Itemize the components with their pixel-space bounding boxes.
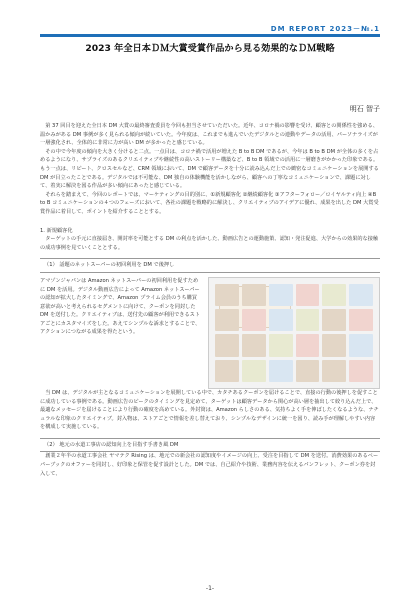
- document-title: 2023 年全日本ＤＭ大賞受賞作品から見る効果的なＤＭ戦略: [85, 43, 335, 54]
- intro-paragraph-2: その中で今年度の傾向を大きく分けると二点。一点目は、コロナ禍で活用が増えた B to B DM であるが、今年は B to B DM が全体の多くを占めるようになり、サプライズのあるクリエイティブや継続性の高いストーリー構築など、B to B 領域での活用に一層磨きがかかった印象である。もう一点は、リピート、クロスセルなど、CRM 領域において、DM で顧客データを十分に読み込んだ上での緻密なコミュニケーションを展開する DM が目立ったことである。デジタルでは不可能な、DM 独自の体験機能を活かしながら、顧客への丁寧なコミュニケーションで、課題に対して、着実に解決を図る作品が多い傾向にあったと感じている。: [40, 148, 379, 190]
- figure-cell: [269, 309, 293, 331]
- figure-cell: [349, 309, 373, 331]
- figure-cell: [296, 360, 320, 382]
- case-1-row: [40, 277, 380, 389]
- intro-paragraph-3: それらを踏まえて、今回のレポートでは、マーケティングの目的別に、①新規顧客化 ②継続顧客化 ③アフターフォロー／ロイヤルティ向上 ④B to B コミュニケーションの４つのフェーズにおいて、各社の課題を戦略的に解決し、クリエイティブのアイデアに優れ、成果を出した DM 大賞受賞作品に着目して、ポイントを紹介することとする。: [40, 191, 379, 215]
- figure-cell: [242, 309, 266, 331]
- figure-cell: [269, 334, 293, 356]
- report-label: DM REPORT 2023－№.1: [270, 25, 380, 33]
- figure-cell: [322, 284, 346, 306]
- figure-cell: [296, 309, 320, 331]
- figure-cell: [349, 360, 373, 382]
- document-body: [40, 122, 380, 478]
- figure-cell: [269, 284, 293, 306]
- figure-cell: [322, 334, 346, 356]
- figure-cell: [215, 334, 239, 356]
- intro-paragraph-1: 第 37 回目を迎えた全日本 DM 大賞の最終審査委員を今回も担当させていただいた。近年、コロナ禍の影響を受け、顧客との関係性を強める、温かみがある DM 事例が多く見られる傾向が続いていた。今年度は、これまでも進んでいたデジタルとの連動やデータの活用、パーソナライズが一層強化され、全体的に非常に力が高い DM が多かったと感じている。: [40, 123, 378, 147]
- figure-cell: [296, 284, 320, 306]
- figure-cell: [349, 284, 373, 306]
- page-number: -1-: [205, 585, 215, 592]
- figure-cell: [349, 334, 373, 356]
- case-1-text-full: 当 DM は、デジタルが主となるコミュニケーションを展開している中で、カタチあるクーポンを届けることで、直接の行動の後押しを促すことに成功している事例である。動画広告のピークのタイミングを見定めて、ターゲットは顧客データから関心が高い層を抽出して絞り込んだ上で、最適なメッセージを届けることにより行動の確度を高めている。外封筒は、Amazon らしさのある、気持ちよく手を伸ばしたくなるような、ナチュラルな印象のクリエイティブ。封入物は、ストアごとで情報を差し替えており、シンプルなデザインに統一を図り、読み手が理解しやすい内容を構成して実施している。: [40, 389, 379, 431]
- section-intro: ターゲットの手元に直接届き、開封率を可能とする DM の利点を活かした、動画広告との運動施策、認知・発注促進、大学からの効果的な接触の成功事例を見ていくこととする。: [40, 236, 379, 251]
- case-2-text: 創業２年半の水道工事会社 ヤマテク Rising は、地元での新会社の認知度やイメージの向上、受注を目指して DM を送付。消費効果のあるペーパーブックのオファーを同封し、好印象と保管を促す設計とした。DM では、自己紹介や技術、業務内容を伝えるパンフレット、クーポン券を封入して、: [40, 453, 379, 477]
- figure-cell: [296, 334, 320, 356]
- figure-cell: [215, 360, 239, 382]
- figure-cell: [242, 284, 266, 306]
- case-2-title: （2） 地元の水道工事店の認知向上を目指す手書き風 DM: [40, 438, 380, 453]
- figure-cell: [242, 334, 266, 356]
- figure-cell: [322, 360, 346, 382]
- author-name: 明石 智子: [349, 105, 380, 113]
- figure-cell: [269, 360, 293, 382]
- figure-grid: [215, 284, 373, 382]
- figure-cell: [215, 309, 239, 331]
- figure-cell: [215, 284, 239, 306]
- case-1-figure: [208, 277, 380, 389]
- section-title: 1. 新規顧客化: [40, 227, 73, 234]
- case-1-text-left: アマゾンジャパンは Amazon ネットスーパーの初回利用を促すために DM を活用。デジタル動画広告によって Amazon ネットスーパーの認知が拡大したタイミングで、Amazon プライム会員のうち購買意欲が高いと考えられるセグメントに向けて、クーポンを同封した DM を送付した。クリエイティブは、送付先の顧客が利用できるストアごとにカスタマイズをした。あえてシンプルな訴求とすることで、アクションにつながる成果を得たという。: [40, 277, 201, 336]
- case-1-title: （1） 話題のネットスーパーの初回利用を DM で後押し: [40, 258, 380, 273]
- header-rule: [40, 34, 380, 37]
- figure-cell: [322, 309, 346, 331]
- figure-cell: [242, 360, 266, 382]
